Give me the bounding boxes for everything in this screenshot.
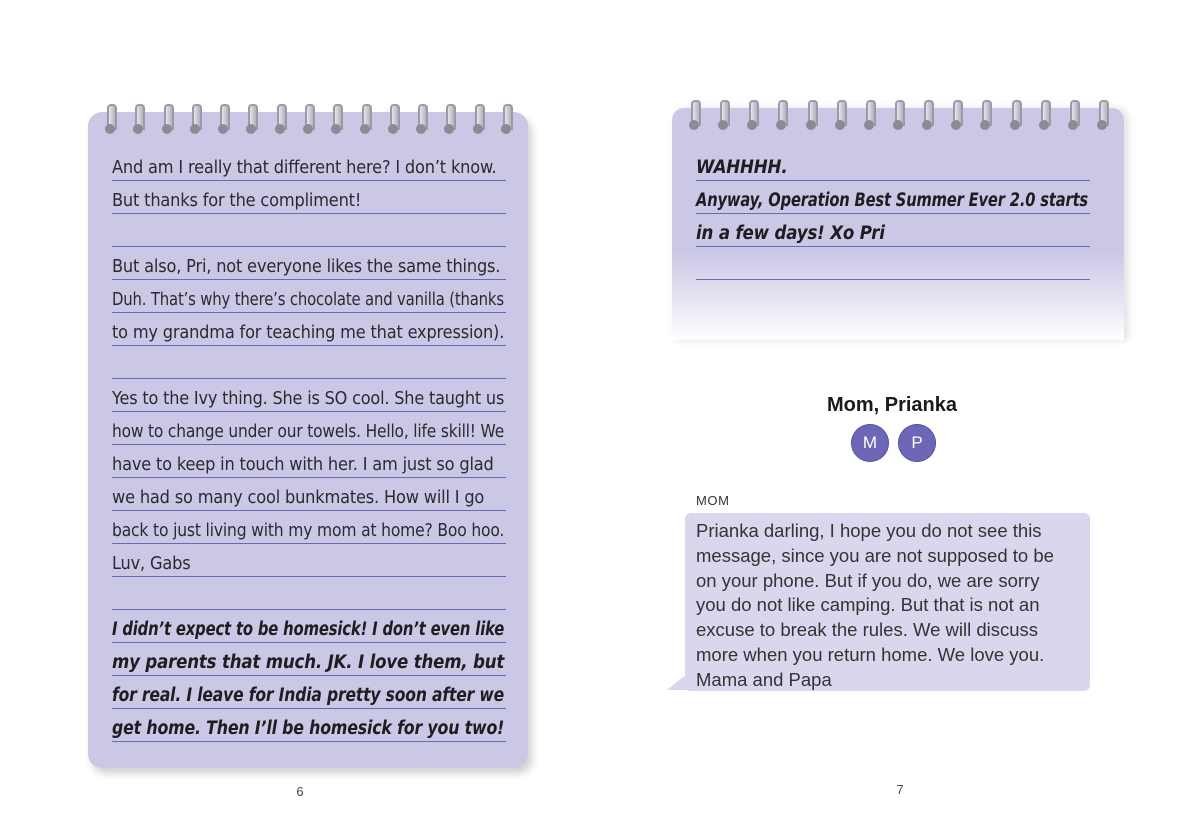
spiral-ring	[359, 104, 371, 138]
spiral-ring	[472, 104, 484, 138]
spiral-ring	[979, 100, 991, 134]
message-line: on your phone. But if you do, we are sorry	[696, 569, 1040, 591]
gabs-handwriting: Duh. That’s why there’s chocolate and vanilla (thanks	[112, 289, 504, 310]
chat-title: Mom, Prianka	[826, 394, 958, 416]
notebook-right	[672, 108, 1124, 340]
notebook-line	[696, 181, 1090, 214]
notebook-line	[112, 511, 506, 544]
spiral-ring	[805, 100, 817, 134]
notebook-line	[112, 676, 506, 709]
gabs-handwriting: we had so many cool bunkmates. How will I go	[112, 487, 485, 508]
gabs-handwriting: back to just living with my mom at home? Boo hoo.	[112, 520, 505, 541]
spiral-ring	[1038, 100, 1050, 134]
notebook-line	[112, 577, 506, 610]
message-line: you do not like camping. But that is not an	[696, 594, 1040, 616]
spiral-ring	[775, 100, 787, 134]
notebook-text-left	[112, 148, 506, 742]
message-line: message, since you are not supposed to be	[696, 544, 1054, 566]
spiral-ring	[921, 100, 933, 134]
message-line: Mama and Papa	[696, 668, 832, 690]
spiral-binding	[104, 104, 512, 138]
gabs-handwriting: have to keep in touch with her. I am just so glad	[112, 454, 494, 475]
spiral-ring	[863, 100, 875, 134]
message-line: excuse to break the rules. We will discuss	[696, 619, 1039, 641]
spiral-ring	[950, 100, 962, 134]
notebook-line	[696, 148, 1090, 181]
notebook-line	[112, 280, 506, 313]
notebook-line	[112, 709, 506, 742]
spiral-ring	[387, 104, 399, 138]
spiral-ring	[892, 100, 904, 134]
notebook-line	[112, 181, 506, 214]
gabs-handwriting: But also, Pri, not everyone likes the same things.	[112, 256, 501, 277]
spiral-ring	[189, 104, 201, 138]
message-line: more when you return home. We love you.	[696, 643, 1045, 665]
notebook-line	[696, 214, 1090, 247]
spiral-ring	[330, 104, 342, 138]
bubble-tail	[667, 674, 687, 690]
chat-participants	[851, 424, 936, 462]
notebook-line	[112, 214, 506, 247]
notebook-line	[696, 247, 1090, 280]
notebook-line	[112, 313, 506, 346]
pri-handwriting: in a few days! Xo Pri	[696, 223, 885, 244]
spiral-ring	[132, 104, 144, 138]
spiral-ring	[245, 104, 257, 138]
spiral-ring	[1096, 100, 1108, 134]
pri-handwriting: I didn’t expect to be homesick! I don’t even like	[112, 619, 505, 640]
spiral-ring	[302, 104, 314, 138]
spiral-ring	[1009, 100, 1021, 134]
spiral-ring	[834, 100, 846, 134]
pri-handwriting: my parents that much. JK. I love them, but	[112, 652, 505, 673]
notebook-line	[112, 412, 506, 445]
spiral-ring	[717, 100, 729, 134]
message-line: Prianka darling, I hope you do not see this	[696, 520, 1042, 541]
pri-handwriting: WAHHHH.	[696, 157, 788, 178]
right-page	[600, 0, 1200, 831]
message-text	[696, 519, 1080, 693]
spiral-ring	[500, 104, 512, 138]
spiral-ring	[217, 104, 229, 138]
notebook-line	[112, 346, 506, 379]
spiral-ring	[746, 100, 758, 134]
sender-label: MOM	[696, 493, 730, 508]
spiral-ring	[688, 100, 700, 134]
gabs-handwriting: how to change under our towels. Hello, life skill! We	[112, 421, 505, 442]
message-bubble	[685, 513, 1090, 691]
pri-handwriting: Anyway, Operation Best Summer Ever 2.0 starts	[696, 190, 1089, 211]
pri-handwriting: get home. Then I’ll be homesick for you two!	[112, 718, 505, 739]
spiral-ring	[415, 104, 427, 138]
gabs-handwriting: And am I really that different here? I don’t know.	[112, 157, 497, 178]
spiral-binding	[688, 100, 1108, 134]
gabs-handwriting: Yes to the Ivy thing. She is SO cool. She taught us	[112, 388, 505, 409]
spiral-ring	[104, 104, 116, 138]
notebook-line	[112, 445, 506, 478]
gabs-handwriting: But thanks for the compliment!	[112, 190, 362, 211]
spiral-ring	[1067, 100, 1079, 134]
notebook-line	[112, 544, 506, 577]
avatar: P	[898, 424, 936, 462]
notebook-line	[112, 610, 506, 643]
page-number-left: 6	[296, 784, 304, 799]
notebook-line	[112, 379, 506, 412]
spiral-ring	[161, 104, 173, 138]
notebook-line	[112, 478, 506, 511]
spiral-ring	[443, 104, 455, 138]
notebook-text-right	[696, 148, 1090, 280]
notebook-line	[112, 247, 506, 280]
notebook-left	[88, 112, 528, 768]
avatar: M	[851, 424, 889, 462]
notebook-line	[112, 148, 506, 181]
gabs-handwriting: to my grandma for teaching me that expression).	[112, 322, 505, 343]
notebook-line	[112, 643, 506, 676]
gabs-handwriting: Luv, Gabs	[112, 553, 191, 574]
spiral-ring	[274, 104, 286, 138]
page-number-right: 7	[896, 782, 904, 797]
pri-handwriting: for real. I leave for India pretty soon after we	[112, 685, 505, 706]
